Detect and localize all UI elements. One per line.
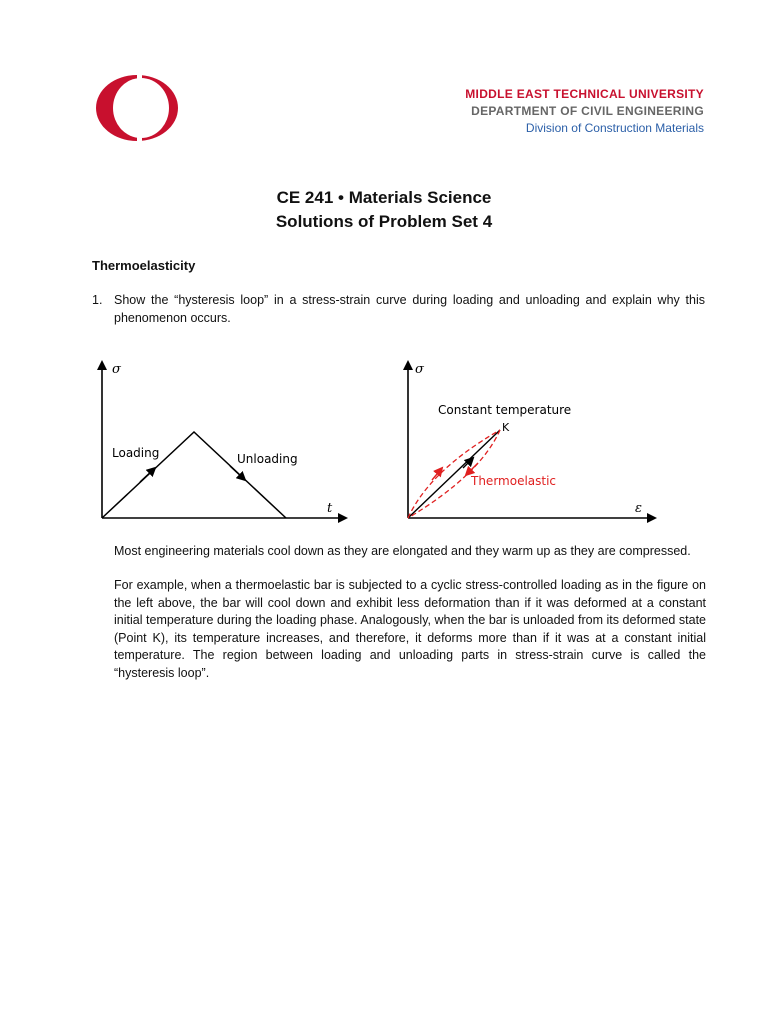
right-plot: [408, 362, 655, 518]
title-line-2: Solutions of Problem Set 4: [275, 212, 493, 231]
university-name: MIDDLE EAST TECHNICAL UNIVERSITY: [465, 87, 704, 101]
right-epsilon-label: ε: [635, 501, 642, 516]
section-heading: Thermoelasticity: [92, 258, 196, 273]
loading-unloading-path: [102, 432, 286, 518]
metu-logo: [94, 74, 180, 142]
page-title: [0, 186, 768, 234]
paragraph-2: For example, when a thermoelastic bar is subjected to a cyclic stress-controlled loading as in the figure on the left above, the bar will cool down and exhibit less deformation than if it was deformed at a constant initial temperature during the loading phase. Analogously, when the bar is unloaded from its deformed state (Point K), its temperature increases, and therefore, it deforms more than if it was at a constant initial temperature. The region between loading and unloading parts in stress-strain curve is called the “hysteresis loop”.: [114, 578, 706, 680]
title-line-1: CE 241 • Materials Science: [276, 188, 492, 207]
question-1: [92, 291, 705, 327]
thermoelastic-loading-arrow: [432, 468, 442, 480]
stress-strain-figures: [90, 350, 670, 535]
thermoelastic-label: Thermoelastic: [471, 474, 557, 488]
unloading-label: Unloading: [237, 452, 298, 466]
right-sigma-label: σ: [415, 362, 424, 377]
loading-label: Loading: [112, 446, 160, 460]
left-sigma-label: σ: [112, 362, 121, 377]
question-number: 1.: [92, 293, 103, 307]
division-name: Division of Construction Materials: [525, 121, 704, 135]
unloading-arrow: [230, 466, 245, 480]
question-text: Show the “hysteresis loop” in a stress-strain curve during loading and unloading and explain why this phenomenon occurs.: [114, 293, 705, 325]
paragraph-1: Most engineering materials cool down as they are elongated and they warm up as they are compressed.: [114, 544, 691, 558]
loading-arrow: [140, 468, 155, 482]
department-name: DEPARTMENT OF CIVIL ENGINEERING: [471, 104, 704, 118]
point-k-label: K: [502, 421, 510, 434]
left-t-label: t: [327, 501, 333, 516]
university-header: [465, 86, 704, 137]
left-plot: [102, 362, 346, 518]
constant-temperature-label: Constant temperature: [438, 403, 572, 417]
